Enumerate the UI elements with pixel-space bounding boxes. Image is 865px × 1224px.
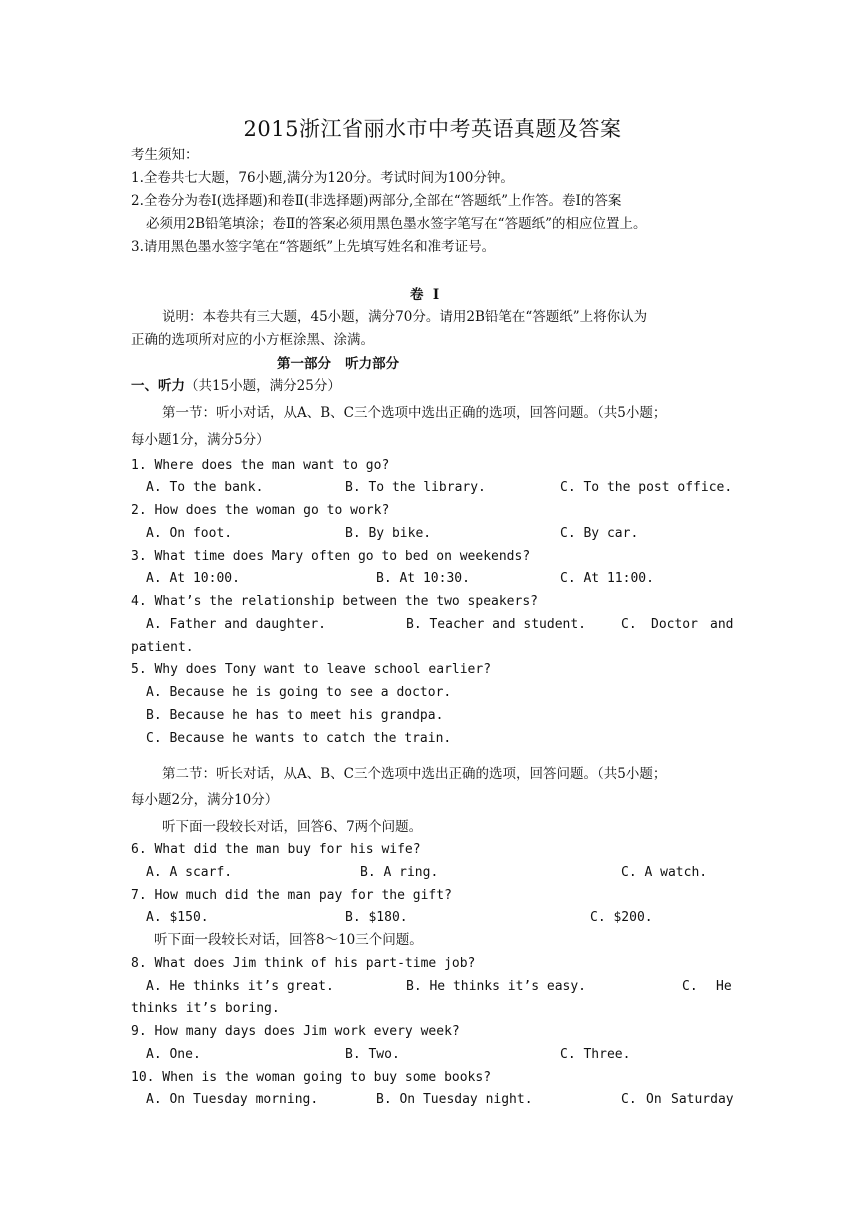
- volume-heading: 卷 Ⅰ: [410, 287, 440, 303]
- part-title: 第一部分 听力部分: [277, 356, 400, 372]
- question: 2. How does the woman go to work?: [131, 503, 390, 518]
- section-intro: 每小题1分，满分5分）: [131, 432, 270, 448]
- option: On: [646, 1092, 662, 1107]
- option: B. At 10:30.: [376, 571, 470, 586]
- option: C.: [621, 617, 637, 632]
- option: C.: [682, 979, 698, 994]
- section-intro: 第一节：听小对话，从A、B、C三个选项中选出正确的选项，回答问题。（共5小题；: [162, 405, 667, 421]
- question: 5. Why does Tony want to leave school earlier?: [131, 662, 492, 677]
- option: A. He thinks it’s great.: [146, 979, 334, 994]
- option: C. $200.: [590, 910, 653, 925]
- option: B. $180.: [345, 910, 408, 925]
- option: He: [716, 979, 732, 994]
- option: B. Two.: [345, 1047, 400, 1062]
- option: B. To the library.: [345, 480, 486, 495]
- option: C. A watch.: [621, 865, 708, 880]
- option: C.: [621, 1092, 637, 1107]
- notice-line: 2.全卷分为卷Ⅰ(选择题)和卷Ⅱ(非选择题)两部分,全部在“答题纸”上作答。卷Ⅰ的答案: [131, 193, 622, 209]
- option-continuation: patient.: [131, 640, 194, 655]
- option: B. Because he has to meet his grandpa.: [146, 708, 444, 723]
- option: B. By bike.: [345, 526, 432, 541]
- option: C. At 11:00.: [560, 571, 654, 586]
- option: B. On Tuesday night.: [376, 1092, 533, 1107]
- question: 3. What time does Mary often go to bed on weekends?: [131, 549, 531, 564]
- option: A. $150.: [146, 910, 209, 925]
- option: C. By car.: [560, 526, 639, 541]
- question: 1. Where does the man want to go?: [131, 458, 390, 473]
- option: A. Father and daughter.: [146, 617, 327, 632]
- question: 8. What does Jim think of his part-time job?: [131, 956, 476, 971]
- question: 4. What’s the relationship between the two speakers?: [131, 594, 538, 609]
- section-intro: 每小题2分，满分10分）: [131, 792, 279, 808]
- question: 7. How much did the man pay for the gift?: [131, 888, 452, 903]
- option: C. Three.: [560, 1047, 631, 1062]
- option: C. To the post office.: [560, 480, 733, 495]
- option: A. On Tuesday morning.: [146, 1092, 319, 1107]
- option: A. On foot.: [146, 526, 233, 541]
- option: A. At 10:00.: [146, 571, 240, 586]
- option: B. Teacher and student.: [406, 617, 587, 632]
- option: C. Because he wants to catch the train.: [146, 731, 452, 746]
- section-info: （共15小题，满分25分）: [185, 378, 341, 394]
- option: B. A ring.: [360, 865, 439, 880]
- section-title: 一、听力: [131, 378, 185, 394]
- section-heading: [131, 376, 341, 396]
- question: 9. How many days does Jim work every week?: [131, 1024, 460, 1039]
- option: Saturday: [671, 1092, 734, 1107]
- option-continuation: thinks it’s boring.: [131, 1001, 280, 1016]
- dialog-instruction: 听下面一段较长对话，回答8～10三个问题。: [154, 932, 423, 948]
- question: 6. What did the man buy for his wife?: [131, 842, 421, 857]
- option: A. To the bank.: [146, 480, 264, 495]
- dialog-instruction: 听下面一段较长对话，回答6、7两个问题。: [162, 819, 423, 835]
- notice-line: 1.全卷共七大题，76小题,满分为120分。考试时间为100分钟。: [131, 170, 514, 186]
- option: A. One.: [146, 1047, 201, 1062]
- notice-line: 3.请用黑色墨水签字笔在“答题纸”上先填写姓名和准考证号。: [131, 239, 496, 255]
- question: 10. When is the woman going to buy some books?: [131, 1070, 492, 1085]
- option: and: [710, 617, 734, 632]
- volume-note: 说明：本卷共有三大题，45小题，满分70分。请用2B铅笔在“答题纸”上将你认为: [162, 309, 648, 325]
- volume-note: 正确的选项所对应的小方框涂黑、涂满。: [131, 332, 374, 348]
- section-intro: 第二节：听长对话，从A、B、C三个选项中选出正确的选项，回答问题。（共5小题；: [162, 766, 667, 782]
- option: A. A scarf.: [146, 865, 233, 880]
- option: Doctor: [651, 617, 698, 632]
- option: B. He thinks it’s easy.: [406, 979, 587, 994]
- page-title: 2015浙江省丽水市中考英语真题及答案: [243, 117, 622, 141]
- option: A. Because he is going to see a doctor.: [146, 685, 452, 700]
- notice-heading: 考生须知：: [131, 147, 199, 163]
- notice-line: 必须用2B铅笔填涂；卷Ⅱ的答案必须用黑色墨水签字笔写在“答题纸”的相应位置上。: [146, 216, 647, 232]
